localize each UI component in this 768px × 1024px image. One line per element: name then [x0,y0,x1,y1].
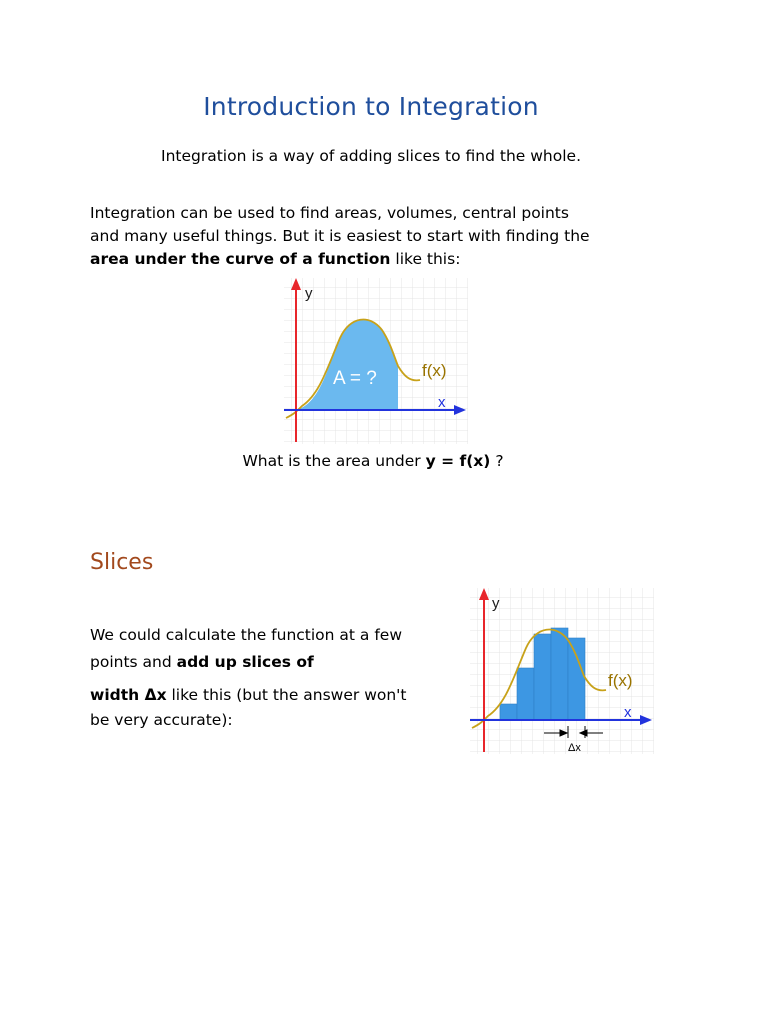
intro-line-3-bold: area under the curve of a function [90,250,391,268]
dx-label: Δx [568,742,581,754]
slice-bar [568,638,585,720]
slice-bar [551,628,568,720]
x-axis-label: x [438,394,446,411]
y-axis-label: y [305,285,313,302]
slices-line-2-bold: add up slices of [176,653,314,671]
slices-heading: Slices [90,550,154,575]
area-question-suffix: ? [490,452,504,470]
x-axis-label: x [624,704,632,721]
subtitle: Integration is a way of adding slices to find the whole. [161,147,581,165]
page-title: Introduction to Integration [203,92,539,121]
curve-label: f(x) [608,671,633,690]
area-question [0,452,746,470]
area-label: A = ? [333,368,377,389]
slices-line-3-bold: width Δx [90,686,167,704]
slices-line-4: be very accurate): [90,711,233,729]
slices-line-2-prefix: points and [90,653,177,671]
slices-line-1: We could calculate the function at a few [90,626,403,644]
slices-figure [466,586,656,756]
slices-paragraph [90,622,450,731]
y-axis-label: y [492,595,500,612]
intro-line-2: and many useful things. But it is easiest to start with finding the [90,227,590,245]
area-question-function: y = f(x) [425,452,491,470]
slice-bar [500,704,517,720]
area-under-curve-figure [280,276,470,446]
area-question-prefix: What is the area under [242,452,426,470]
intro-paragraph [90,202,690,271]
slices-line-3-rest: like this (but the answer won't [166,686,407,704]
slice-bar [517,668,534,720]
intro-line-3-rest: like this: [390,250,461,268]
slice-bar [534,634,551,720]
curve-label: f(x) [422,361,447,380]
intro-line-1: Integration can be used to find areas, volumes, central points [90,204,569,222]
